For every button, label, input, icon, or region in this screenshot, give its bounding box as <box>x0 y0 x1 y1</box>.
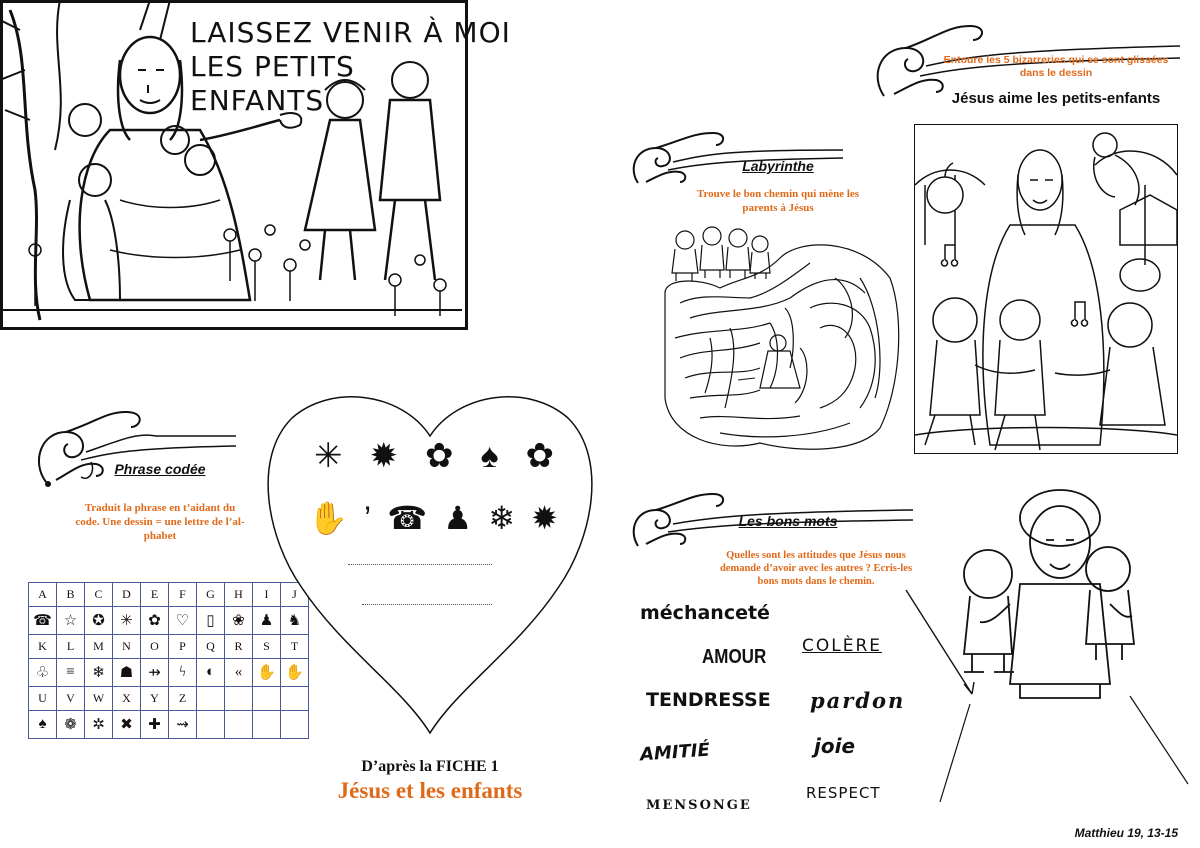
bizarreries-instruction <box>924 54 1188 80</box>
code-symbol-cell: ✲ <box>85 711 113 739</box>
code-symbol: ✿ <box>424 437 454 475</box>
footer-title: Jésus et les enfants <box>337 778 523 803</box>
code-symbol: ✹ <box>531 500 558 536</box>
instruction-line: dans le dessin <box>1019 67 1093 79</box>
instruction-line: parents à Jésus <box>742 202 814 214</box>
code-symbol-cell: ♠ <box>29 711 57 739</box>
code-symbol-cell: ♧ <box>29 659 57 687</box>
illustration-jesus-aime[interactable] <box>914 124 1178 454</box>
word-tendresse: TENDRESSE <box>646 689 771 711</box>
code-letter-cell: Z <box>169 687 197 711</box>
code-symbol-cell: ϟ <box>169 659 197 687</box>
code-letter-cell: W <box>85 687 113 711</box>
code-symbol-cell <box>225 711 253 739</box>
code-letter-cell: D <box>113 583 141 607</box>
code-symbol-cell: ❄ <box>85 659 113 687</box>
answer-line[interactable] <box>348 564 492 565</box>
code-symbol: ☎ <box>387 500 428 536</box>
caption-line-2: LES PETITS <box>190 50 355 83</box>
code-symbol: ❄ <box>488 500 515 536</box>
labyrinthe-instruction <box>658 187 898 215</box>
word-mensonge: MENSONGE <box>646 798 752 813</box>
code-letter-cell: J <box>281 583 309 607</box>
phrase-codee-instruction <box>40 501 280 543</box>
instruction-line: Quelles sont les attitudes que Jésus nous <box>726 550 906 561</box>
caption-line-3: ENFANTS <box>190 84 325 117</box>
code-letter-cell: X <box>113 687 141 711</box>
instruction-line: code. Une dessin = une lettre de l’al- <box>75 516 245 528</box>
code-symbol: ✋ <box>308 500 348 536</box>
word-mechancete: méchanceté <box>640 602 770 624</box>
code-letter-cell: M <box>85 635 113 659</box>
code-symbol-cell: ✋ <box>281 659 309 687</box>
code-letter-cell: V <box>57 687 85 711</box>
code-symbol-cell: ☎ <box>29 607 57 635</box>
labyrinthe-title: Labyrinthe <box>742 158 814 174</box>
bons-mots-title: Les bons mots <box>738 513 838 529</box>
code-symbol-cell: ⇸ <box>141 659 169 687</box>
code-letter-cell: P <box>169 635 197 659</box>
code-letter-cell: I <box>253 583 281 607</box>
code-letter-cell: O <box>141 635 169 659</box>
code-symbol-cell: ✖ <box>113 711 141 739</box>
phrase-codee-title: Phrase codée <box>114 461 206 477</box>
code-symbol: ✳ <box>314 437 343 475</box>
caption-line-1: LAISSEZ VENIR À MOI <box>190 16 511 49</box>
code-letter-cell: G <box>197 583 225 607</box>
code-symbol-cell: ♟ <box>253 607 281 635</box>
code-symbol: ✹ <box>369 437 398 475</box>
code-symbol-cell: ⇝ <box>169 711 197 739</box>
word-joie: joie <box>814 734 856 758</box>
code-symbol-cell <box>197 711 225 739</box>
illustration-caption <box>190 16 511 118</box>
code-symbol-cell: ♞ <box>281 607 309 635</box>
code-letter-cell: B <box>57 583 85 607</box>
code-symbol: ’ <box>364 500 372 536</box>
maze-drawing[interactable] <box>660 218 900 454</box>
code-letter-cell <box>197 687 225 711</box>
code-symbol-cell: ☗ <box>113 659 141 687</box>
code-letter-cell: K <box>29 635 57 659</box>
code-letter-cell: T <box>281 635 309 659</box>
code-letter-cell: R <box>225 635 253 659</box>
answer-line[interactable] <box>362 604 492 605</box>
code-symbol-cell: ✪ <box>85 607 113 635</box>
code-letter-cell: E <box>141 583 169 607</box>
code-symbol-cell: ☆ <box>57 607 85 635</box>
word-colere: COLÈRE <box>802 636 883 656</box>
word-respect: RESPECT <box>806 784 881 802</box>
code-letter-cell: U <box>29 687 57 711</box>
jesus-loves-children-drawing <box>915 125 1177 453</box>
code-symbol-cell: ❁ <box>57 711 85 739</box>
code-symbol-cell: « <box>225 659 253 687</box>
code-symbol: ✿ <box>525 437 554 475</box>
code-letter-cell: S <box>253 635 281 659</box>
instruction-line: phabet <box>143 530 177 542</box>
code-symbol: ♠ <box>480 437 499 475</box>
heart-line-1 <box>314 436 554 476</box>
code-letter-cell: A <box>29 583 57 607</box>
code-symbol-cell: ▯ <box>197 607 225 635</box>
code-symbol-cell: ✚ <box>141 711 169 739</box>
code-symbol-cell: ✿ <box>141 607 169 635</box>
code-letter-cell <box>225 687 253 711</box>
bizarreries-title: Jésus aime les petits-enfants <box>951 90 1161 107</box>
instruction-line: bons mots dans le chemin. <box>757 576 875 587</box>
code-symbol-cell: ≡ <box>57 659 85 687</box>
heart-panel <box>262 388 598 740</box>
instruction-line: Traduit la phrase en t’aidant du <box>84 502 236 514</box>
code-letter-cell: N <box>113 635 141 659</box>
instruction-line: Trouve le bon chemin qui mène les <box>696 188 860 200</box>
word-pardon: pardon <box>810 688 906 713</box>
code-symbol-cell: ✋ <box>253 659 281 687</box>
code-letter-cell: Y <box>141 687 169 711</box>
word-amitie: AMITIÉ <box>639 739 711 766</box>
code-symbol-cell: ♡ <box>169 607 197 635</box>
code-letter-cell: L <box>57 635 85 659</box>
illustration-laissez-venir: LAISSEZ VENIR À MOI LES PETITS ENFANTS Matthieu 19, 13-15 <box>0 0 468 330</box>
code-symbol: ♟ <box>443 500 473 536</box>
code-letter-cell: H <box>225 583 253 607</box>
code-letter-cell: C <box>85 583 113 607</box>
word-amour: AMOUR <box>702 646 767 668</box>
code-letter-cell: F <box>169 583 197 607</box>
instruction-line: Entoure les 5 bizarreries qui se sont glissées <box>943 54 1169 66</box>
jesus-hugging-children-drawing[interactable] <box>900 484 1190 804</box>
heart-line-2 <box>308 498 558 538</box>
code-letter-cell: Q <box>197 635 225 659</box>
instruction-line: demande d’avoir avec les autres ? Ecris-les <box>719 563 913 574</box>
code-symbol-cell: ◐ <box>197 659 225 687</box>
footer-subtitle: D’après la FICHE 1 <box>361 758 499 775</box>
code-symbol-cell: ✳ <box>113 607 141 635</box>
swirl-ornament-icon <box>26 402 246 494</box>
code-symbol-cell: ❀ <box>225 607 253 635</box>
